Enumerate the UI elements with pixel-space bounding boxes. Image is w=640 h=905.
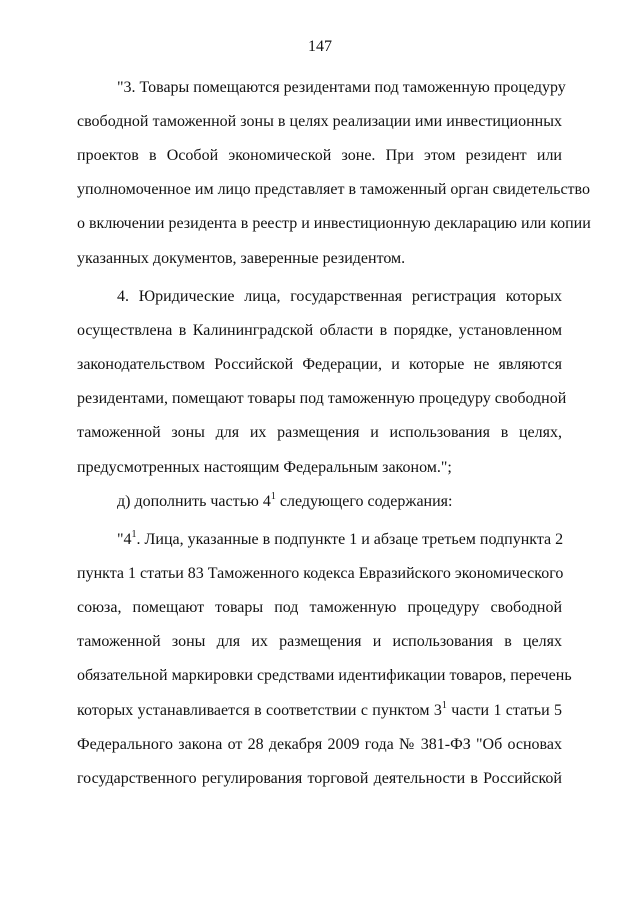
paragraph-d-line — [117, 491, 562, 513]
paragraph-3-line: указанных документов, заверенные резидентом. — [77, 250, 406, 267]
page-number: 147 — [308, 38, 332, 55]
paragraph-4-1-line: государственного регулирования торговой деятельности в Российской — [77, 770, 562, 787]
paragraph-4-1-text: части 1 статьи 5 — [446, 702, 562, 719]
paragraph-4-line: законодательством Российской Федерации, и которые не являются — [77, 356, 562, 373]
superscript: 1 — [441, 699, 447, 711]
superscript: 1 — [131, 528, 137, 540]
paragraph-d-text: следующего содержания: — [275, 493, 453, 510]
paragraph-4-1-text: "4 — [117, 531, 132, 548]
paragraph-4-1-line: Федерального закона от 28 декабря 2009 года № 381-ФЗ "Об основах — [77, 736, 562, 753]
paragraph-4-line: предусмотренных настоящим Федеральным законом."; — [77, 459, 452, 476]
paragraph-4-line: осуществлена в Калининградской области в порядке, установленном — [77, 322, 562, 339]
superscript: 1 — [270, 490, 276, 502]
paragraph-3-line: уполномоченное им лицо представляет в таможенный орган свидетельство — [77, 181, 590, 198]
paragraph-4-1-line: пункта 1 статьи 83 Таможенного кодекса Евразийского экономического — [77, 565, 564, 582]
paragraph-3-line: проектов в Особой экономической зоне. При этом резидент или — [77, 147, 562, 164]
paragraph-3-line: о включении резидента в реестр и инвестиционную декларацию или копии — [77, 215, 591, 232]
paragraph-3-line: "3. Товары помещаются резидентами под таможенную процедуру — [117, 79, 566, 96]
paragraph-4-1-text: . Лица, указанные в подпункте 1 и абзаце третьем подпункта 2 — [136, 531, 564, 548]
paragraph-4-1-line: обязательной маркировки средствами идентификации товаров, перечень — [77, 667, 572, 684]
paragraph-4-1-text: которых устанавливается в соответствии с пунктом 3 — [77, 702, 442, 719]
paragraph-4-line: 4. Юридические лица, государственная регистрация которых — [117, 288, 562, 305]
paragraph-4-1-line — [117, 529, 562, 551]
paragraph-d-text: д) дополнить частью 4 — [117, 493, 271, 510]
paragraph-3-line: свободной таможенной зоны в целях реализации ими инвестиционных — [77, 113, 562, 130]
paragraph-4-line: таможенной зоны для их размещения и использования в целях, — [77, 424, 562, 441]
paragraph-4-1-line: союза, помещают товары под таможенную процедуру свободной — [77, 599, 562, 616]
paragraph-4-1-line: таможенной зоны для их размещения и использования в целях — [77, 633, 562, 650]
paragraph-4-line: резидентами, помещают товары под таможенную процедуру свободной — [77, 390, 567, 407]
paragraph-4-1-line — [77, 700, 562, 722]
